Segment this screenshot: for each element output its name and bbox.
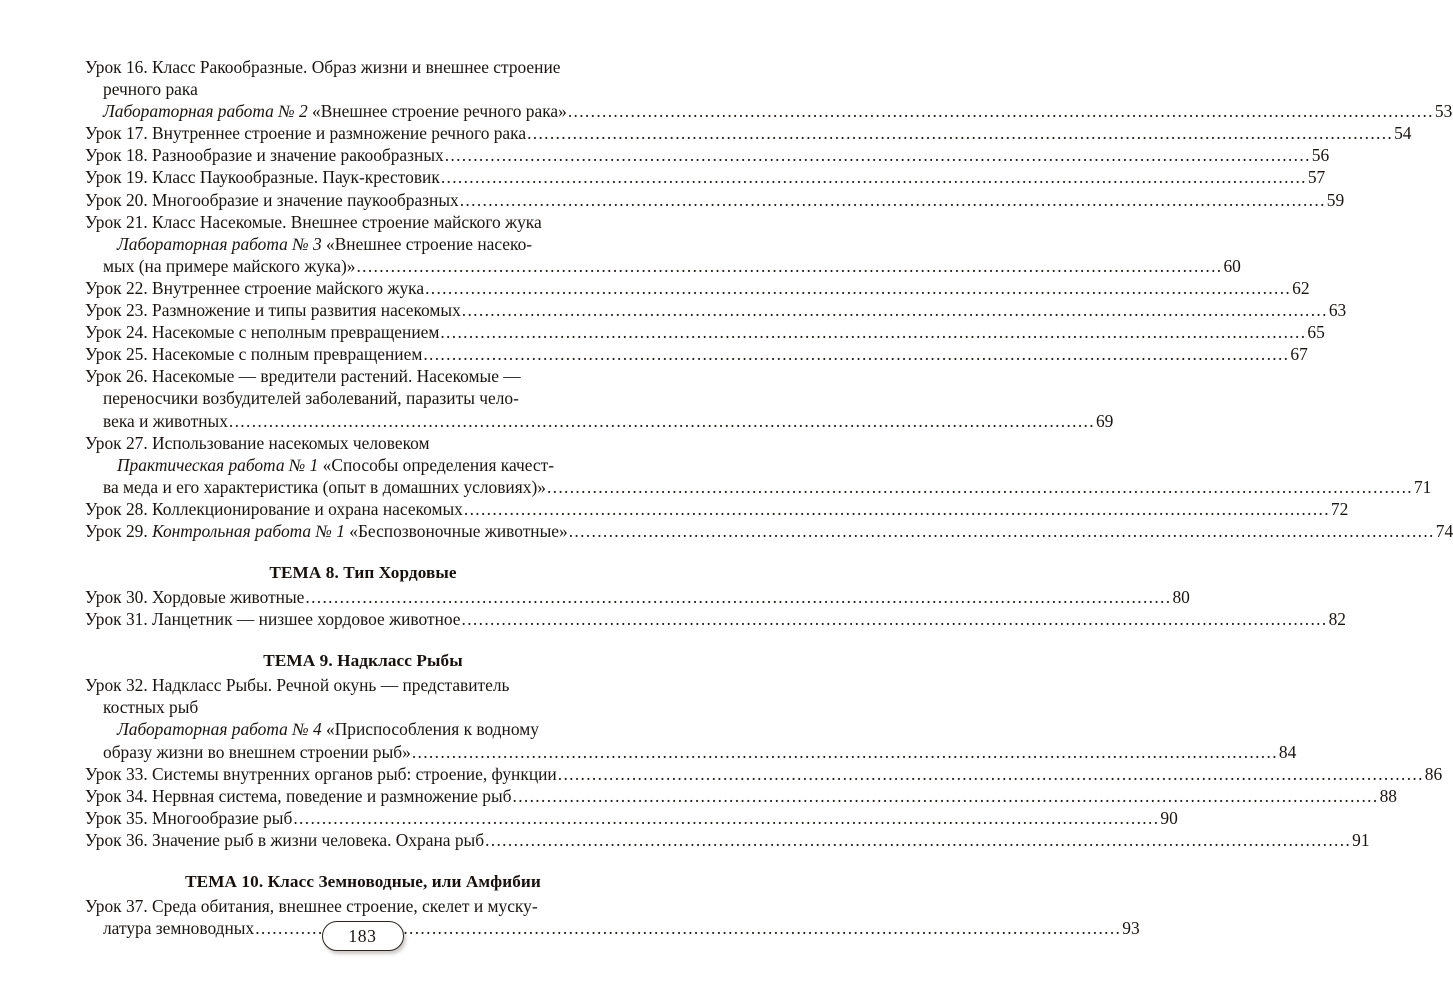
entry-text: Урок 25. Насекомые с полным превращением (85, 344, 423, 365)
dot-leader (513, 786, 1379, 806)
entry-page-number: 71 (1413, 476, 1432, 497)
entry-label (85, 808, 292, 828)
entry-page-number: 69 (1095, 410, 1114, 431)
toc-leader-row (85, 321, 1325, 343)
toc-entry-lesson-34[interactable] (85, 785, 1397, 807)
toc-text-row (85, 365, 641, 387)
dot-leader (440, 322, 1306, 342)
dot-leader (462, 609, 1328, 629)
toc-entry-lesson-19[interactable] (85, 166, 1326, 188)
toc-leader-row (85, 520, 1453, 542)
entry-label (85, 278, 424, 298)
toc-leader-row (85, 166, 1326, 188)
toc-leader-row (85, 763, 1443, 785)
entry-label (85, 145, 444, 165)
entry-page-number: 82 (1328, 609, 1346, 630)
entry-text: переносчики возбудителей заболеваний, паразиты чело- (103, 388, 519, 409)
toc-entry-lesson-33[interactable] (85, 763, 1443, 785)
toc-leader-row (85, 586, 1190, 608)
table-of-contents (85, 56, 1453, 939)
toc-entry-lesson-20[interactable] (85, 189, 1345, 211)
entry-label (85, 830, 484, 850)
entry-page-number: 86 (1424, 763, 1443, 784)
dot-leader (464, 499, 1330, 519)
toc-text-row (85, 718, 673, 740)
entry-text: костных рыб (103, 697, 199, 718)
entry-text: Урок 30. Хордовые животные (85, 587, 305, 608)
dot-leader (425, 278, 1291, 298)
entry-text: латура земноводных (103, 918, 255, 939)
dot-leader (568, 101, 1434, 121)
dot-leader (558, 764, 1424, 784)
entry-label (85, 587, 304, 607)
entry-text: мых (на примере майского жука)» (103, 255, 356, 276)
entry-page-number: 57 (1307, 167, 1326, 188)
toc-text-row (85, 387, 659, 409)
toc-entry-lesson-35[interactable] (85, 807, 1178, 829)
toc-leader-row (85, 122, 1412, 144)
toc-text-row (85, 78, 659, 100)
toc-leader-row (85, 255, 1241, 277)
entry-label (85, 521, 568, 541)
dot-leader (412, 742, 1278, 762)
entry-label (85, 609, 461, 629)
entry-page-number: 62 (1292, 277, 1310, 298)
work-title: Лабораторная работа № 4 (117, 719, 326, 740)
section-heading-tema-9: ТЕМА 9. Надкласс Рыбы (263, 651, 463, 671)
entry-page-number: 80 (1172, 587, 1190, 608)
entry-text: века и животных (103, 410, 228, 431)
work-title: Контрольная работа № 1 (152, 520, 350, 541)
toc-entry-lesson-36[interactable] (85, 829, 1370, 851)
dot-leader (229, 411, 1095, 431)
entry-label (103, 411, 228, 431)
entry-text: «Приспособления к водному (326, 719, 539, 740)
toc-text-row (85, 432, 641, 454)
toc-entry-lesson-23[interactable] (85, 299, 1347, 321)
toc-leader-row (85, 785, 1397, 807)
work-title: Лабораторная работа № 3 (117, 233, 326, 254)
work-title: Практическая работа № 1 (117, 454, 323, 475)
entry-label (85, 786, 512, 806)
entry-label (85, 499, 463, 519)
dot-leader (445, 145, 1311, 165)
toc-text-row (85, 696, 659, 718)
toc-entry-lesson-18[interactable] (85, 144, 1330, 166)
entry-page-number: 74 (1435, 520, 1453, 541)
toc-entry-lesson-25[interactable] (85, 343, 1308, 365)
toc-leader-row (85, 608, 1346, 630)
entry-page-number: 84 (1278, 741, 1297, 762)
entry-text: Урок 21. Класс Насекомые. Внешнее строение майского жука (85, 211, 542, 232)
entry-page-number: 88 (1379, 785, 1397, 806)
toc-entry-lesson-27[interactable] (85, 432, 1432, 498)
entry-page-number: 63 (1328, 300, 1347, 321)
entry-page-number: 65 (1307, 322, 1325, 343)
entry-label (85, 167, 440, 187)
toc-text-row (85, 233, 673, 255)
entry-page-number: 90 (1160, 807, 1178, 828)
entry-page-number: 56 (1311, 145, 1330, 166)
entry-label (103, 256, 355, 276)
entry-text: Урок 24. Насекомые с неполным превращением (85, 322, 440, 343)
toc-leader-row (85, 189, 1345, 211)
toc-entry-lesson-17[interactable] (85, 122, 1412, 144)
entry-text: «Способы определения качест- (322, 454, 555, 475)
section-heading-tema-8: ТЕМА 8. Тип Хордовые (269, 563, 457, 583)
entry-page-number: 91 (1352, 829, 1370, 850)
toc-entry-lesson-28[interactable] (85, 498, 1349, 520)
entry-label (103, 742, 411, 762)
toc-entry-lesson-22[interactable] (85, 277, 1310, 299)
dot-leader (460, 190, 1326, 210)
entry-label (85, 190, 459, 210)
entry-text: «Беспозвоночные животные» (349, 520, 568, 541)
toc-leader-row (85, 476, 1432, 498)
entry-label (103, 477, 546, 497)
toc-leader-row (85, 299, 1347, 321)
entry-text: Урок 35. Многообразие рыб (85, 807, 293, 828)
toc-text-row (85, 454, 673, 476)
dot-leader (485, 830, 1351, 850)
toc-leader-row (85, 100, 1453, 122)
section-heading-tema-10: ТЕМА 10. Класс Земноводные, или Амфибии (185, 872, 541, 891)
entry-text: Урок 31. Ланцетник — низшее хордовое животное (85, 609, 461, 630)
entry-text: Урок 36. Значение рыб в жизни человека. Охрана рыб (85, 829, 485, 850)
entry-page-number: 54 (1394, 123, 1412, 144)
entry-label (85, 300, 461, 320)
dot-leader (305, 587, 1171, 607)
entry-text: Урок 23. Размножение и типы развития насекомых (85, 300, 461, 321)
dot-leader (527, 123, 1393, 143)
toc-text-row (85, 674, 641, 696)
toc-leader-row (85, 741, 1297, 763)
entry-text: Урок 33. Системы внутренних органов рыб: строение, функции (85, 763, 557, 784)
toc-entry-lesson-30[interactable] (85, 586, 1190, 608)
toc-leader-row (85, 277, 1310, 299)
entry-page-number: 59 (1326, 189, 1345, 210)
dot-leader (547, 477, 1413, 497)
dot-leader (462, 300, 1328, 320)
entry-text: Урок 28. Коллекционирование и охрана насекомых (85, 498, 463, 519)
entry-label (85, 322, 439, 342)
entry-text: Урок 22. Внутреннее строение майского жука (85, 277, 425, 298)
dot-leader (441, 167, 1307, 187)
entry-text: Урок 26. Насекомые — вредители растений. Насекомые — (85, 366, 521, 387)
entry-text: Урок 19. Класс Паукообразные. Паук-крестовик (85, 167, 440, 188)
toc-entry-lesson-24[interactable] (85, 321, 1325, 343)
toc-entry-lesson-16[interactable] (85, 56, 1453, 122)
entry-text: «Внешнее строение насеко- (326, 233, 533, 254)
entry-text: Урок 32. Надкласс Рыбы. Речной окунь — представитель (85, 675, 510, 696)
toc-entry-lesson-21[interactable] (85, 211, 1241, 277)
entry-label (85, 344, 422, 364)
dot-leader (569, 521, 1435, 541)
entry-page-number: 67 (1290, 344, 1308, 365)
entry-label (103, 101, 567, 121)
entry-page-number: 53 (1434, 101, 1453, 122)
dot-leader (356, 256, 1222, 276)
toc-entry-lesson-26[interactable] (85, 365, 1114, 431)
entry-text: Урок 27. Использование насекомых человеком (85, 432, 430, 453)
toc-leader-row (85, 144, 1330, 166)
toc-entry-lesson-31[interactable] (85, 608, 1346, 630)
entry-text: Урок 17. Внутреннее строение и размножение речного рака (85, 123, 527, 144)
toc-text-row (85, 56, 641, 78)
entry-text: образу жизни во внешнем строении рыб» (103, 741, 411, 762)
toc-leader-row (85, 829, 1370, 851)
entry-label (85, 764, 557, 784)
toc-leader-row (85, 343, 1308, 365)
entry-text: ва меда и его характеристика (опыт в домашних условиях)» (103, 476, 546, 497)
entry-text: Урок 16. Класс Ракообразные. Образ жизни и внешнее строение (85, 57, 561, 77)
work-title: Лабораторная работа № 2 (103, 101, 312, 122)
entry-text: Урок 20. Многообразие и значение паукообразных (85, 189, 459, 210)
entry-text: речного рака (103, 79, 198, 100)
entry-page-number: 72 (1330, 498, 1349, 519)
toc-leader-row (85, 807, 1178, 829)
entry-text: Урок 37. Среда обитания, внешнее строение, скелет и муску- (85, 896, 538, 916)
dot-leader (423, 344, 1289, 364)
entry-text: «Внешнее строение речного рака» (312, 101, 567, 122)
toc-leader-row (85, 410, 1114, 432)
entry-text: Урок 18. Разнообразие и значение ракообразных (85, 145, 444, 166)
page-number-container (0, 921, 725, 951)
toc-text-row (85, 895, 641, 917)
entry-page-number: 60 (1223, 255, 1241, 276)
entry-prefix: Урок 29. (85, 520, 153, 541)
toc-leader-row (85, 498, 1349, 520)
page-number-badge: 183 (322, 921, 404, 951)
toc-text-row (85, 211, 641, 233)
dot-leader (293, 808, 1159, 828)
toc-entry-lesson-29[interactable] (85, 520, 1453, 542)
entry-label (85, 123, 526, 143)
toc-entry-lesson-32[interactable] (85, 674, 1297, 762)
entry-page-number: 93 (1122, 918, 1140, 939)
entry-text: Урок 34. Нервная система, поведение и размножение рыб (85, 785, 512, 806)
